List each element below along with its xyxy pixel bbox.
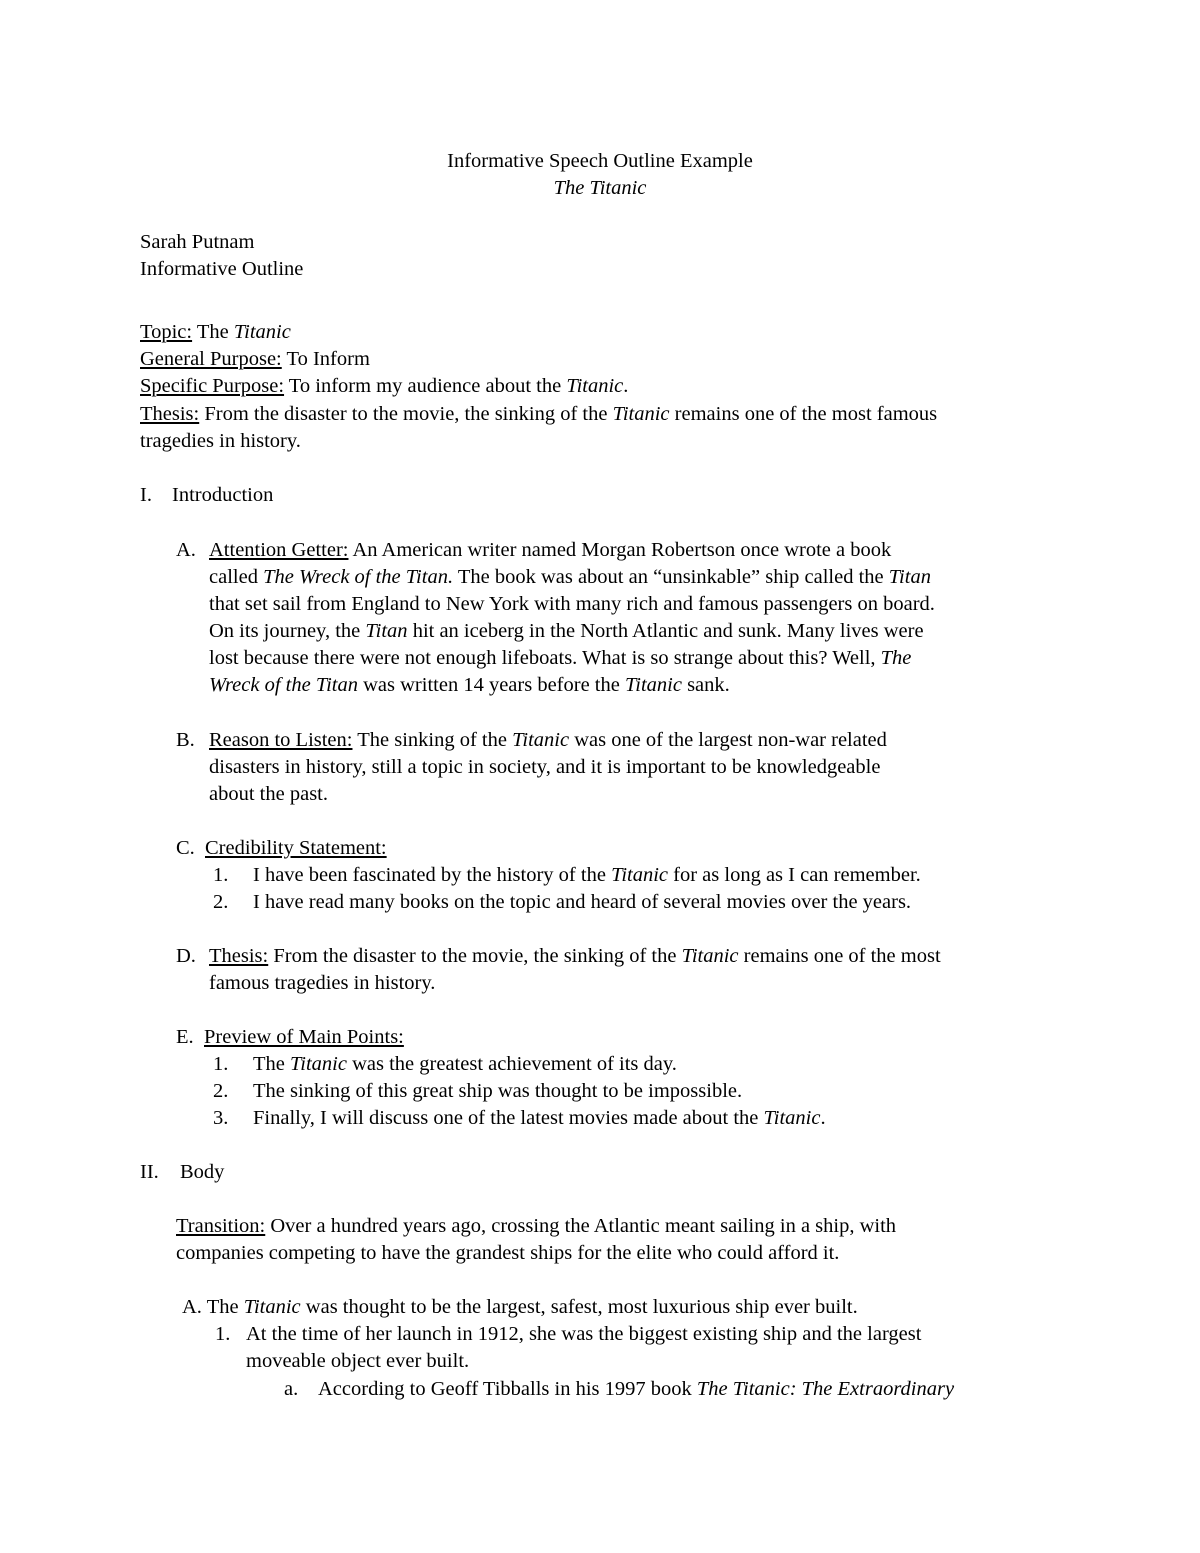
body-a-sub-a-letter: a. [284, 1378, 299, 1400]
attention-getter-line-1: Attention Getter: An American writer named Morgan Robertson once wrote a book [209, 539, 892, 561]
thesis-line-2: tragedies in history. [140, 430, 301, 452]
body-a-item-1-line-1: At the time of her launch in 1912, she was the biggest existing ship and the largest [246, 1323, 922, 1345]
preview-num-3: 3. [213, 1107, 229, 1129]
item-d-letter: D. [176, 945, 196, 967]
transition-line-1: Transition: Over a hundred years ago, crossing the Atlantic meant sailing in a ship, with [176, 1215, 897, 1237]
attention-getter-line-4: On its journey, the Titan hit an iceberg in the North Atlantic and sunk. Many lives were [209, 620, 924, 642]
specific-purpose-line: Specific Purpose: To inform my audience about the Titanic. [140, 375, 629, 397]
body-a-item-1-line-2: moveable object ever built. [246, 1350, 470, 1372]
reason-line-3: about the past. [209, 783, 328, 805]
item-e-letter: E. [176, 1026, 194, 1048]
reason-line-1: Reason to Listen: The sinking of the Titanic was one of the largest non-war related [209, 729, 887, 751]
credibility-num-2: 2. [213, 891, 229, 913]
intro-thesis-line-1: Thesis: From the disaster to the movie, the sinking of the Titanic remains one of the most [209, 945, 941, 967]
attention-getter-line-5: lost because there were not enough lifeboats. What is so strange about this? Well, The [209, 647, 912, 669]
intro-thesis-line-2: famous tragedies in history. [209, 972, 436, 994]
preview-item-2: The sinking of this great ship was thought to be impossible. [253, 1080, 743, 1102]
document-subtitle: The Titanic [553, 177, 647, 199]
topic-label: Topic: [140, 321, 193, 343]
credibility-num-1: 1. [213, 864, 229, 886]
reason-line-2: disasters in history, still a topic in society, and it is important to be knowledgeable [209, 756, 881, 778]
topic-line: Topic: The Titanic [140, 321, 291, 343]
attention-getter-line-6: Wreck of the Titan was written 14 years before the Titanic sank. [209, 674, 730, 696]
item-c-letter: C. [176, 837, 195, 859]
credibility-item-1: I have been fascinated by the history of the Titanic for as long as I can remember. [253, 864, 921, 886]
general-purpose-label: General Purpose: [140, 348, 282, 370]
attention-getter-line-2: called The Wreck of the Titan. The book was about an “unsinkable” ship called the Titan [209, 566, 931, 588]
section-1-heading: Introduction [172, 484, 274, 506]
section-1-numeral: I. [140, 484, 152, 506]
preview-item-1: The Titanic was the greatest achievement of its day. [253, 1053, 677, 1075]
document-title: Informative Speech Outline Example [447, 150, 753, 172]
preview-num-1: 1. [213, 1053, 229, 1075]
thesis-label: Thesis: [140, 403, 200, 425]
attention-getter-line-3: that set sail from England to New York with many rich and famous passengers on board. [209, 593, 935, 615]
author-name: Sarah Putnam [140, 231, 255, 253]
body-a-num-1: 1. [215, 1323, 231, 1345]
credibility-item-2: I have read many books on the topic and heard of several movies over the years. [253, 891, 912, 913]
thesis-line: Thesis: From the disaster to the movie, the sinking of the Titanic remains one of the most famous [140, 403, 938, 425]
item-b-letter: B. [176, 729, 195, 751]
item-a-letter: A. [176, 539, 196, 561]
specific-purpose-label: Specific Purpose: [140, 375, 285, 397]
transition-line-2: companies competing to have the grandest ships for the elite who could afford it. [176, 1242, 840, 1264]
doc-type: Informative Outline [140, 258, 304, 280]
preview-item-3: Finally, I will discuss one of the latest movies made about the Titanic. [253, 1107, 826, 1129]
section-2-numeral: II. [140, 1161, 159, 1183]
body-a-sub-a: According to Geoff Tibballs in his 1997 book The Titanic: The Extraordinary [318, 1378, 955, 1400]
preview-num-2: 2. [213, 1080, 229, 1102]
section-2-heading: Body [180, 1161, 225, 1183]
preview-label: Preview of Main Points: [204, 1026, 404, 1048]
body-item-a: A. The Titanic was thought to be the largest, safest, most luxurious ship ever built. [182, 1296, 858, 1318]
credibility-label: Credibility Statement: [205, 837, 387, 859]
general-purpose-line: General Purpose: To Inform [140, 348, 370, 370]
